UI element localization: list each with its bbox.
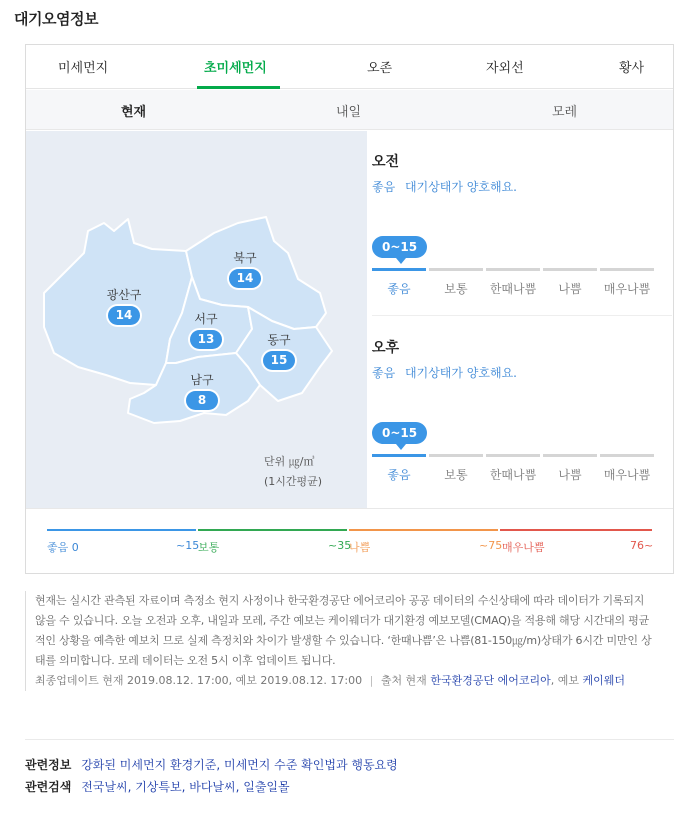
legend-bar-normal: [198, 529, 347, 531]
separator: |: [369, 674, 374, 687]
legend-bar-very-bad: [500, 529, 652, 531]
grade-bar-bad: [543, 268, 597, 271]
related-search-sunrise-sunset[interactable]: 일출일몰: [243, 780, 290, 794]
forecast-am-range-bubble: 0~15: [372, 236, 427, 258]
grade-label-bad: 나쁨: [558, 468, 582, 482]
air-quality-card: [25, 44, 674, 574]
grade-bar-very-bad: [600, 454, 654, 457]
forecast-pm-status: [372, 364, 517, 381]
grade-label-very-bad: 매우나쁨: [603, 282, 651, 296]
grade-bar-temp-bad: [486, 268, 540, 271]
region-buk[interactable]: [215, 249, 275, 288]
averaging-label: (1시간평균): [264, 475, 323, 488]
tab-ozone[interactable]: 오존: [367, 61, 393, 76]
day-today[interactable]: 현재: [121, 105, 147, 120]
region-seo[interactable]: [176, 310, 236, 349]
link-separator: ,: [127, 780, 136, 794]
grade-bar-temp-bad: [486, 454, 540, 457]
source-prefix: 출처 현재: [380, 674, 427, 687]
forecast-pm-message: 대기상태가 양호해요.: [405, 366, 517, 380]
grade-label-temp-bad: 한때나쁨: [489, 282, 537, 296]
region-name: 북구: [233, 251, 257, 265]
link-separator: ,: [181, 780, 190, 794]
grade-bar-very-bad: [600, 268, 654, 271]
related-link-standard[interactable]: 강화된 미세먼지 환경기준: [81, 758, 217, 772]
forecast-am-grade: 좋음: [372, 180, 396, 194]
source-kweather-link[interactable]: 케이웨더: [582, 674, 625, 687]
legend-bad-label: 나쁨: [349, 541, 371, 554]
grade-label-normal: 보통: [444, 282, 468, 296]
data-notice: [25, 591, 655, 691]
forecast-am-status: [372, 178, 517, 195]
grade-label-very-bad: 매우나쁨: [603, 468, 651, 482]
legend-bar-bad: [349, 529, 498, 531]
region-map: [26, 131, 367, 508]
notice-text: 현재는 실시간 관측된 자료이며 측정소 현지 사정이나 한국환경공단 에어코리아 공공 데이터의 수신상태에 따라 데이터가 기록되지 않을 수 있습니다. 오늘 오전과 오후, 내일과 모레, 주간 예보는 케이웨더가 대기환경 예보모델(CMAQ)을 적용해 해당 시간대의 평균적인 상황을 예측한 예보치 므로 실제 측정치와 차이가 발생할 수 있습니다. ‘한때나쁨’은 나쁨(81-150㎍/m)상태가 6시간 미만인 상태를 의미합니다. 모레 데이터는 오전 5시 이후 업데이트 됩니다.: [35, 594, 652, 667]
grade-label-good: 좋음: [387, 282, 411, 296]
grade-label-good: 좋음: [387, 468, 411, 482]
related-search-weather-alert[interactable]: 기상특보: [135, 780, 182, 794]
forecast-am: [372, 151, 672, 311]
tab-fine-dust[interactable]: 미세먼지: [58, 61, 109, 76]
legend-threshold-15: ~15: [176, 539, 200, 552]
legend-threshold-76: 76~: [630, 539, 654, 552]
day-after-tomorrow[interactable]: 모레: [552, 105, 578, 120]
region-value-badge: 14: [229, 269, 261, 288]
related-divider: [25, 739, 674, 740]
region-value-badge: 8: [186, 391, 218, 410]
grade-bar-bad: [543, 454, 597, 457]
tab-yellow-dust[interactable]: 황사: [619, 61, 645, 76]
region-nam[interactable]: [172, 371, 232, 410]
tab-ultrafine-dust[interactable]: 초미세먼지: [204, 61, 267, 76]
forecast-am-message: 대기상태가 양호해요.: [405, 180, 517, 194]
page-title: 대기오염정보: [14, 10, 98, 28]
source-mid: , 예보: [550, 674, 579, 687]
forecast-divider: [372, 315, 672, 316]
region-value-badge: 14: [108, 306, 140, 325]
legend-threshold-35: ~35: [328, 539, 352, 552]
grade-label-normal: 보통: [444, 468, 468, 482]
region-name: 남구: [190, 373, 214, 387]
grade-bar-normal: [429, 454, 483, 457]
region-value-badge: 13: [190, 330, 222, 349]
related-info-label: 관련정보: [25, 758, 72, 772]
region-name: 서구: [194, 312, 218, 326]
related-link-guide[interactable]: 미세먼지 수준 확인법과 행동요령: [224, 758, 398, 772]
grade-bar-good: [372, 268, 426, 271]
source-airkorea-link[interactable]: 한국환경공단 에어코리아: [430, 674, 551, 687]
related-search: [25, 778, 290, 795]
active-tab-indicator: [197, 86, 280, 89]
unit-label: 단위 ㎍/㎥: [264, 455, 315, 468]
forecast-pm-title: 오후: [372, 340, 400, 356]
legend-good-label: 좋음 0: [47, 541, 79, 554]
forecast-pm-grade: 좋음: [372, 366, 396, 380]
legend-bar-good: [47, 529, 196, 531]
related-info: [25, 756, 398, 773]
grade-legend: [26, 508, 673, 574]
forecast-am-title: 오전: [372, 154, 400, 170]
related-search-marine-weather[interactable]: 바다날씨: [189, 780, 236, 794]
forecast-pm: [372, 337, 672, 497]
legend-threshold-75: ~75: [479, 539, 503, 552]
day-tomorrow[interactable]: 내일: [336, 105, 362, 120]
region-gwangsan[interactable]: [94, 286, 154, 325]
pollutant-tabs: [26, 45, 673, 89]
bubble-tail: [396, 258, 406, 264]
region-name: 동구: [267, 333, 291, 347]
related-search-label: 관련검색: [25, 780, 72, 794]
legend-very-bad-label: 매우나쁨: [502, 541, 545, 554]
day-selector: [26, 90, 673, 130]
grade-bar-good: [372, 454, 426, 457]
region-name: 광산구: [106, 288, 142, 302]
bubble-tail: [396, 444, 406, 450]
related-search-national-weather[interactable]: 전국날씨: [81, 780, 128, 794]
link-separator: ,: [235, 780, 244, 794]
update-time: 최종업데이트 현재 2019.08.12. 17:00, 예보 2019.08.12. 17:00: [35, 674, 363, 687]
grade-bar-normal: [429, 268, 483, 271]
link-separator: ,: [216, 758, 224, 772]
grade-label-temp-bad: 한때나쁨: [489, 468, 537, 482]
update-info: [35, 671, 655, 691]
legend-normal-label: 보통: [198, 541, 220, 554]
forecast-pm-range-bubble: 0~15: [372, 422, 427, 444]
tab-uv[interactable]: 자외선: [486, 61, 524, 76]
region-dong[interactable]: [249, 331, 309, 370]
region-value-badge: 15: [263, 351, 295, 370]
grade-label-bad: 나쁨: [558, 282, 582, 296]
